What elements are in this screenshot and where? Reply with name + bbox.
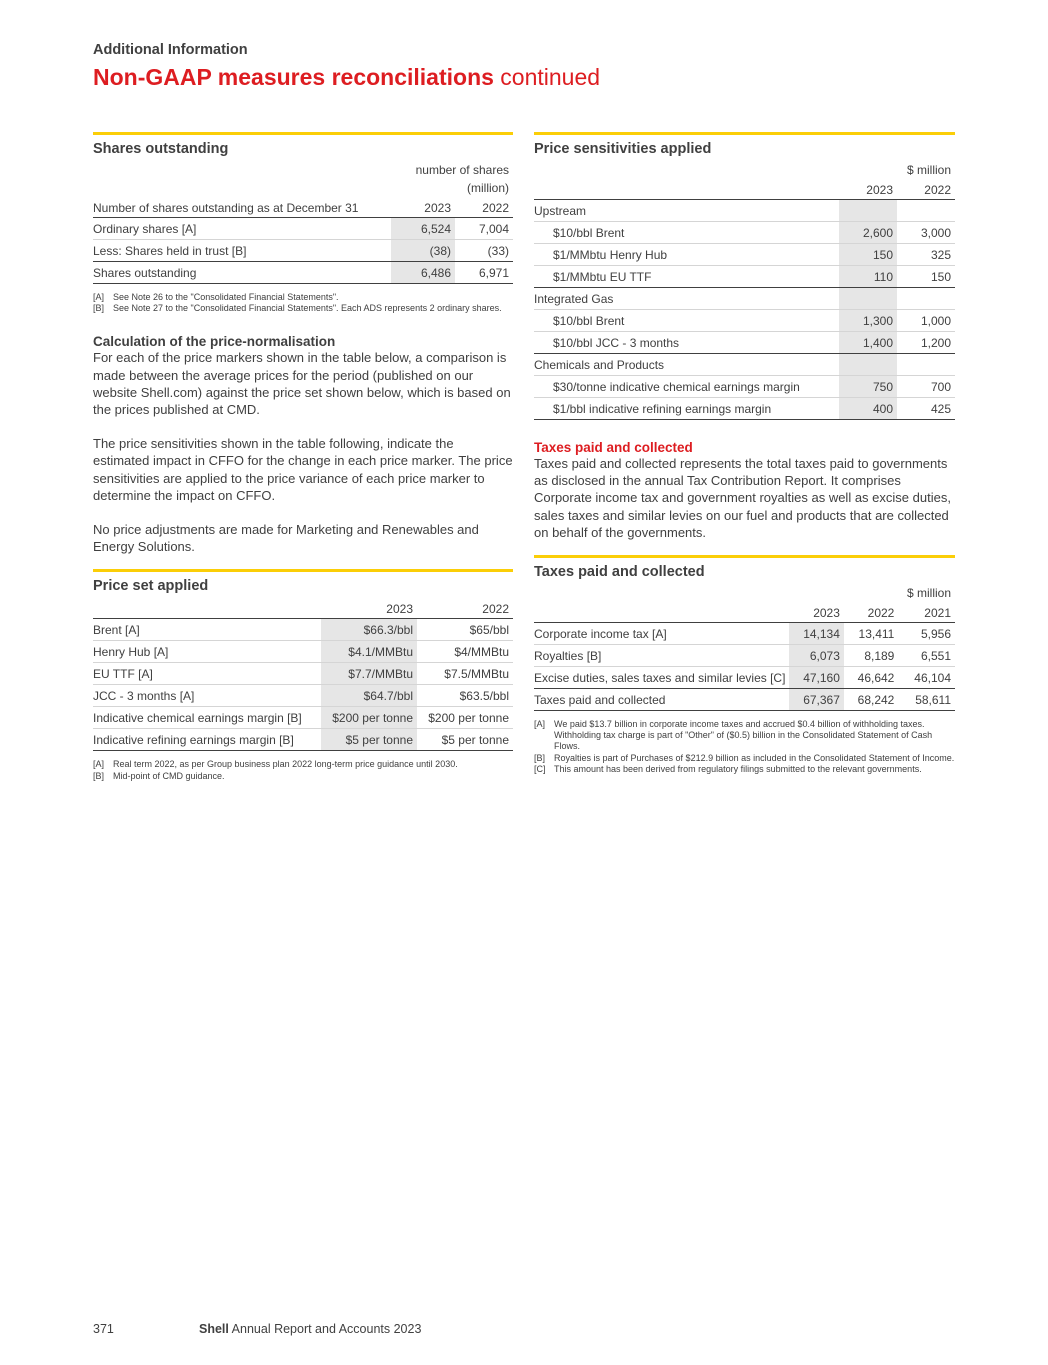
footnote-key: [B] (93, 770, 105, 781)
value-2022: $5 per tonne (417, 729, 513, 751)
value-2023: 150 (839, 244, 897, 266)
page-title (93, 64, 600, 91)
value-2023: 400 (839, 398, 897, 420)
table-row (93, 641, 513, 663)
row-label: Indicative chemical earnings margin [B] (93, 707, 321, 729)
sensitivities-table (534, 159, 955, 420)
value-2023: $66.3/bbl (321, 619, 417, 641)
row-label: Royalties [B] (534, 645, 789, 667)
table-row (534, 689, 955, 711)
value-2023: 110 (839, 266, 897, 288)
group-label: Upstream (534, 200, 839, 222)
shares-header-label: Number of shares outstanding as at December 31 (93, 195, 391, 218)
row-label: $1/bbl indicative refining earnings margin (534, 398, 839, 420)
group-row (534, 200, 955, 222)
table-row (534, 376, 955, 398)
price-set-title: Price set applied (93, 578, 209, 595)
table-row (534, 266, 955, 288)
sensitivities-unit: $ million (906, 163, 951, 177)
value-2022: 700 (897, 376, 955, 398)
shares-notes (93, 292, 513, 314)
table-row (534, 244, 955, 266)
value-2023: $64.7/bbl (321, 685, 417, 707)
taxes-unit: $ million (906, 586, 951, 601)
value-2023: 67,367 (789, 689, 843, 711)
paragraph: For each of the price markers shown in the table below, a comparison is made between the average prices for the period (published on our website Shell.com) against the price set shown below, which is based on the prices published at CMD. (93, 350, 511, 418)
group-row (534, 288, 955, 310)
paragraph: The price sensitivities shown in the table following, indicate the estimated impact in CFFO for the change in each price marker. The price sensitivities are applied to the price variance of each price marker to determine the impact on CFFO. (93, 436, 513, 503)
table-row (534, 310, 955, 332)
price-normalisation-heading: Calculation of the price-normalisation (93, 334, 336, 350)
shares-table (93, 159, 513, 284)
value-2023: $4.1/MMBtu (321, 641, 417, 663)
row-label: $10/bbl JCC - 3 months (534, 332, 839, 354)
footer-report-title (199, 1322, 421, 1336)
footnote (534, 719, 955, 753)
value-2022: 13,411 (844, 623, 898, 645)
shares-table-title: Shares outstanding (93, 141, 229, 157)
taxes-intro-section (534, 440, 955, 541)
taxes-block (534, 555, 955, 775)
footnote-text: We paid $13.7 billion in corporate income taxes and accrued $0.4 billion of withholding taxes. Withholding tax charge is part of "Other" of ($0.5) billion in the Consolidated Statement of Cash Flows. (554, 719, 933, 752)
table-row (534, 332, 955, 354)
table-row (93, 663, 513, 685)
right-column (534, 132, 955, 775)
column-header-2021: 2021 (898, 600, 955, 623)
row-label: JCC - 3 months [A] (93, 685, 321, 707)
table-row (534, 398, 955, 420)
row-label: EU TTF [A] (93, 663, 321, 685)
taxes-table (534, 582, 955, 711)
column-header-2022: 2022 (455, 195, 513, 218)
footnote-text: See Note 27 to the "Consolidated Financial Statements". Each ADS represents 2 ordinary shares. (113, 303, 502, 314)
value-2023: 6,073 (789, 645, 843, 667)
value-2022: 425 (897, 398, 955, 420)
row-label: Corporate income tax [A] (534, 623, 789, 645)
footnote (93, 292, 513, 303)
page-title-main: Non-GAAP measures reconciliations (93, 64, 494, 90)
value-2022: 46,642 (844, 667, 898, 689)
price-set-block (93, 569, 513, 781)
value-2023: 750 (839, 376, 897, 398)
row-label: Less: Shares held in trust [B] (93, 240, 391, 262)
value-2023: $7.7/MMBtu (321, 663, 417, 685)
row-label: $10/bbl Brent (534, 310, 839, 332)
brand-name: Shell (199, 1322, 229, 1336)
taxes-heading: Taxes paid and collected (534, 440, 693, 455)
column-header-2023: 2023 (789, 600, 843, 623)
footnote-text: This amount has been derived from regulatory filings submitted to the relevant governments. (554, 763, 922, 774)
value-2022: (33) (455, 240, 513, 262)
value-2022: $65/bbl (417, 619, 513, 641)
price-set-table (93, 596, 513, 751)
row-label: Brent [A] (93, 619, 321, 641)
table-row (93, 685, 513, 707)
footnote-text: See Note 26 to the "Consolidated Financial Statements". (113, 292, 339, 302)
row-label: Indicative refining earnings margin [B] (93, 729, 321, 751)
row-label: Shares outstanding (93, 262, 391, 284)
value-2022: $200 per tonne (417, 707, 513, 729)
value-2023: (38) (391, 240, 455, 262)
column-header-2022: 2022 (844, 600, 898, 623)
value-2022: 3,000 (897, 222, 955, 244)
table-row (93, 619, 513, 641)
group-label: Chemicals and Products (534, 354, 839, 376)
row-label: Taxes paid and collected (534, 689, 789, 711)
table-row (93, 729, 513, 751)
footnote-key: [A] (534, 719, 546, 730)
value-2022: $7.5/MMBtu (417, 663, 513, 685)
footnote-key: [C] (534, 763, 546, 774)
value-2022: 68,242 (844, 689, 898, 711)
footnote-text: Real term 2022, as per Group business plan 2022 long-term price guidance until 2030. (113, 759, 458, 770)
report-name: Annual Report and Accounts 2023 (231, 1322, 422, 1336)
shares-unit: number of shares (415, 163, 509, 177)
value-2022: 1,200 (897, 332, 955, 354)
value-2023: 2,600 (839, 222, 897, 244)
footnote-key: [A] (93, 292, 105, 302)
value-2023: 6,524 (391, 218, 455, 240)
column-header-2023: 2023 (839, 177, 897, 200)
group-label: Integrated Gas (534, 288, 839, 310)
group-row (534, 354, 955, 376)
section-label: Additional Information (93, 42, 248, 58)
table-row (93, 240, 513, 262)
paragraph: Taxes paid and collected represents the total taxes paid to governments as disclosed in the annual Tax Contribution Report. It comprises Corporate income tax and government royalties as well as excise duties, sales taxes and similar levies on our fuel and products that are collected on behalf of the governments. (534, 456, 951, 540)
value-2023: 1,300 (839, 310, 897, 332)
value-2022: $63.5/bbl (417, 685, 513, 707)
taxes-table-title: Taxes paid and collected (534, 564, 705, 581)
value-2022: 6,971 (455, 262, 513, 284)
value-2022: $4/MMBtu (417, 641, 513, 663)
row-label: $1/MMbtu Henry Hub (534, 244, 839, 266)
table-row (534, 645, 955, 667)
table-row (534, 667, 955, 689)
table-row (534, 222, 955, 244)
column-header-2023: 2023 (321, 596, 417, 619)
value-2021: 46,104 (898, 667, 955, 689)
value-2023: 6,486 (391, 262, 455, 284)
row-label: $1/MMbtu EU TTF (534, 266, 839, 288)
value-2022: 7,004 (455, 218, 513, 240)
left-column (93, 132, 513, 782)
footnote (93, 771, 513, 782)
footnote (534, 753, 955, 764)
value-2023: 47,160 (789, 667, 843, 689)
table-row (93, 218, 513, 240)
footnote-key: [B] (534, 752, 546, 763)
page-number: 371 (93, 1322, 114, 1336)
price-sensitivities-block (534, 132, 955, 420)
value-2022: 325 (897, 244, 955, 266)
footnote-key: [A] (93, 759, 105, 770)
price-set-notes (93, 759, 513, 781)
value-2021: 6,551 (898, 645, 955, 667)
value-2023: 14,134 (789, 623, 843, 645)
value-2021: 5,956 (898, 623, 955, 645)
value-2021: 58,611 (898, 689, 955, 711)
value-2022: 150 (897, 266, 955, 288)
footnote (534, 764, 955, 775)
shares-unit-2: (million) (467, 181, 509, 195)
value-2023: $200 per tonne (321, 707, 417, 729)
value-2022: 1,000 (897, 310, 955, 332)
value-2023: $5 per tonne (321, 729, 417, 751)
column-header-2022: 2022 (897, 177, 955, 200)
value-2023: 1,400 (839, 332, 897, 354)
table-row (93, 707, 513, 729)
row-label: Ordinary shares [A] (93, 218, 391, 240)
column-header-2023: 2023 (391, 195, 455, 218)
footnote (93, 759, 513, 770)
footnote-key: [B] (93, 303, 105, 314)
footnote (93, 303, 513, 314)
shares-outstanding-block (93, 132, 513, 314)
footnote-text: Royalties is part of Purchases of $212.9 billion as included in the Consolidated Statement of Income. (554, 752, 955, 763)
taxes-notes (534, 719, 955, 775)
price-normalisation-section (93, 334, 513, 555)
footnote-text: Mid-point of CMD guidance. (113, 770, 225, 781)
sensitivities-title: Price sensitivities applied (534, 141, 712, 157)
row-label: Excise duties, sales taxes and similar levies [C] (534, 667, 789, 689)
paragraph: No price adjustments are made for Marketing and Renewables and Energy Solutions. (93, 522, 479, 555)
table-row (534, 623, 955, 645)
column-header-2022: 2022 (417, 596, 513, 619)
row-label: Henry Hub [A] (93, 641, 321, 663)
row-label: $30/tonne indicative chemical earnings margin (534, 376, 839, 398)
table-row (93, 262, 513, 284)
value-2022: 8,189 (844, 645, 898, 667)
row-label: $10/bbl Brent (534, 222, 839, 244)
page-title-suffix: continued (493, 64, 601, 90)
